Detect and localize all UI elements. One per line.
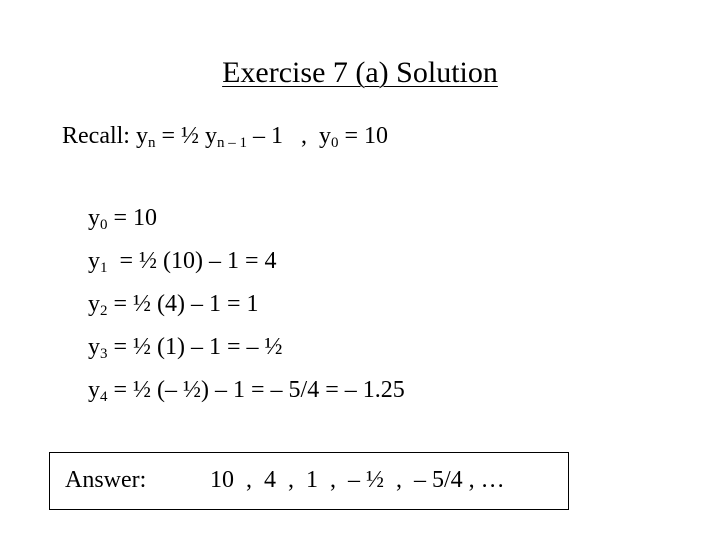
step-sub: 2 — [100, 303, 108, 319]
step-text: = ½ (– ½) – 1 = – 5/4 = – 1.25 — [107, 377, 405, 403]
answer-values: 10 , 4 , 1 , – ½ , – 5/4 , … — [210, 467, 505, 493]
step-line — [88, 327, 405, 370]
recall-rhs-tail: – 1 — [247, 123, 284, 149]
recall-init-var: y — [319, 123, 332, 149]
step-text: = ½ (10) – 1 = 4 — [107, 248, 277, 274]
recall-rhs-var: y — [205, 123, 218, 149]
step-text: = ½ (1) – 1 = – ½ — [107, 334, 283, 360]
step-sub: 4 — [100, 389, 108, 405]
recall-init-tail: = 10 — [338, 123, 389, 149]
step-line — [88, 241, 405, 284]
step-var: y — [88, 377, 100, 403]
recall-lhs-sub: n — [147, 135, 156, 151]
recall-label: Recall: — [62, 123, 136, 149]
page-title — [0, 55, 720, 91]
step-var: y — [88, 291, 100, 317]
step-text: = ½ (4) – 1 = 1 — [107, 291, 259, 317]
step-line — [88, 198, 405, 241]
step-var: y — [88, 334, 100, 360]
recall-init-sub: 0 — [331, 135, 339, 151]
step-sub: 0 — [100, 217, 108, 233]
step-sub: 1 — [100, 260, 108, 276]
recall-eq: = ½ — [155, 123, 206, 149]
recall-formula — [62, 118, 388, 154]
solution-steps — [88, 198, 405, 413]
step-sub: 3 — [100, 346, 108, 362]
step-var: y — [88, 205, 100, 231]
recall-lhs-var: y — [135, 123, 148, 149]
answer-box — [49, 452, 569, 510]
recall-sep: , — [283, 123, 320, 149]
step-line — [88, 370, 405, 413]
step-line — [88, 284, 405, 327]
step-var: y — [88, 248, 100, 274]
recall-rhs-sub: n – 1 — [217, 135, 248, 151]
title-text: Exercise 7 (a) Solution — [222, 56, 498, 89]
step-text: = 10 — [107, 205, 158, 231]
answer-label: Answer: — [65, 467, 147, 493]
